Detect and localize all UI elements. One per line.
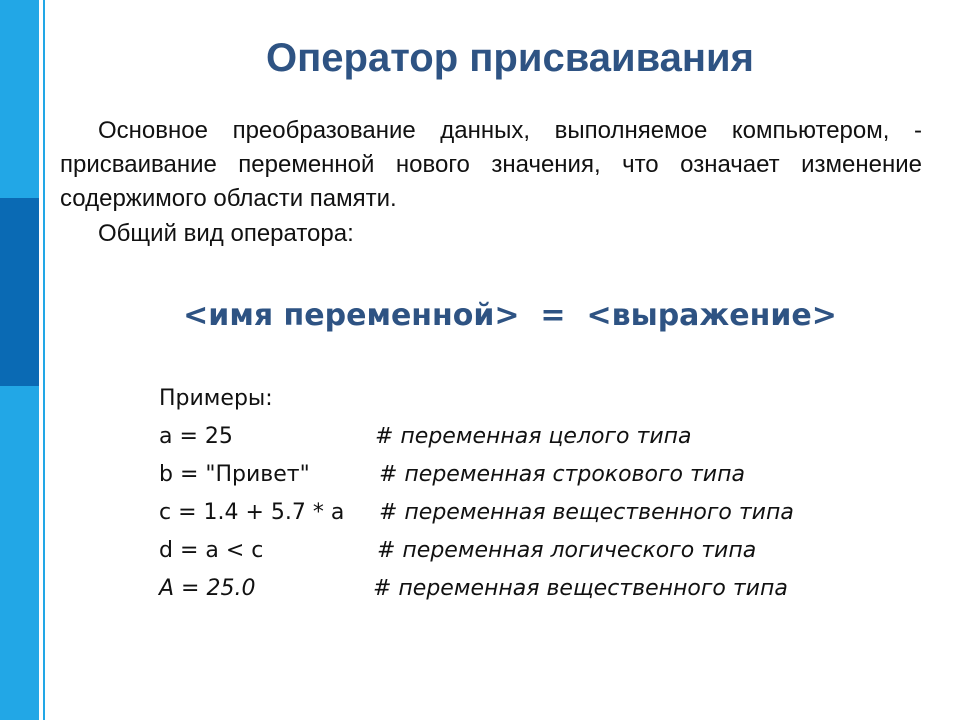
intro-paragraph: Основное преобразование данных, выполняемое компьютером, - присваивание переменной нового значения, что означает изменение содержимого области памяти. (60, 117, 922, 212)
example-row (159, 494, 919, 532)
example-row (159, 418, 919, 456)
example-row (159, 570, 919, 608)
general-form-label: Общий вид оператора: (98, 220, 354, 247)
example-row (159, 456, 919, 494)
example-comment: # переменная вещественного типа (379, 500, 794, 525)
assignment-formula: <имя переменной> = <выражение> (183, 298, 837, 333)
example-row (159, 532, 919, 570)
example-code: b = "Привет" (159, 462, 310, 487)
side-bar-dark (0, 198, 39, 386)
example-code: c = 1.4 + 5.7 * a (159, 500, 345, 525)
examples-heading: Примеры: (159, 386, 273, 411)
slide-title: Оператор присваивания (266, 36, 754, 80)
example-comment: # переменная целого типа (375, 424, 692, 449)
example-comment: # переменная строкового типа (379, 462, 745, 487)
example-code: d = a < c (159, 538, 264, 563)
example-comment: # переменная логического типа (377, 538, 757, 563)
example-code: A = 25.0 (159, 576, 256, 601)
examples-block (159, 380, 919, 608)
side-bar-line (43, 0, 45, 720)
example-code: a = 25 (159, 424, 233, 449)
side-bar-light-bottom (0, 386, 39, 720)
side-bar-light-top (0, 0, 39, 198)
example-comment: # переменная вещественного типа (373, 576, 788, 601)
